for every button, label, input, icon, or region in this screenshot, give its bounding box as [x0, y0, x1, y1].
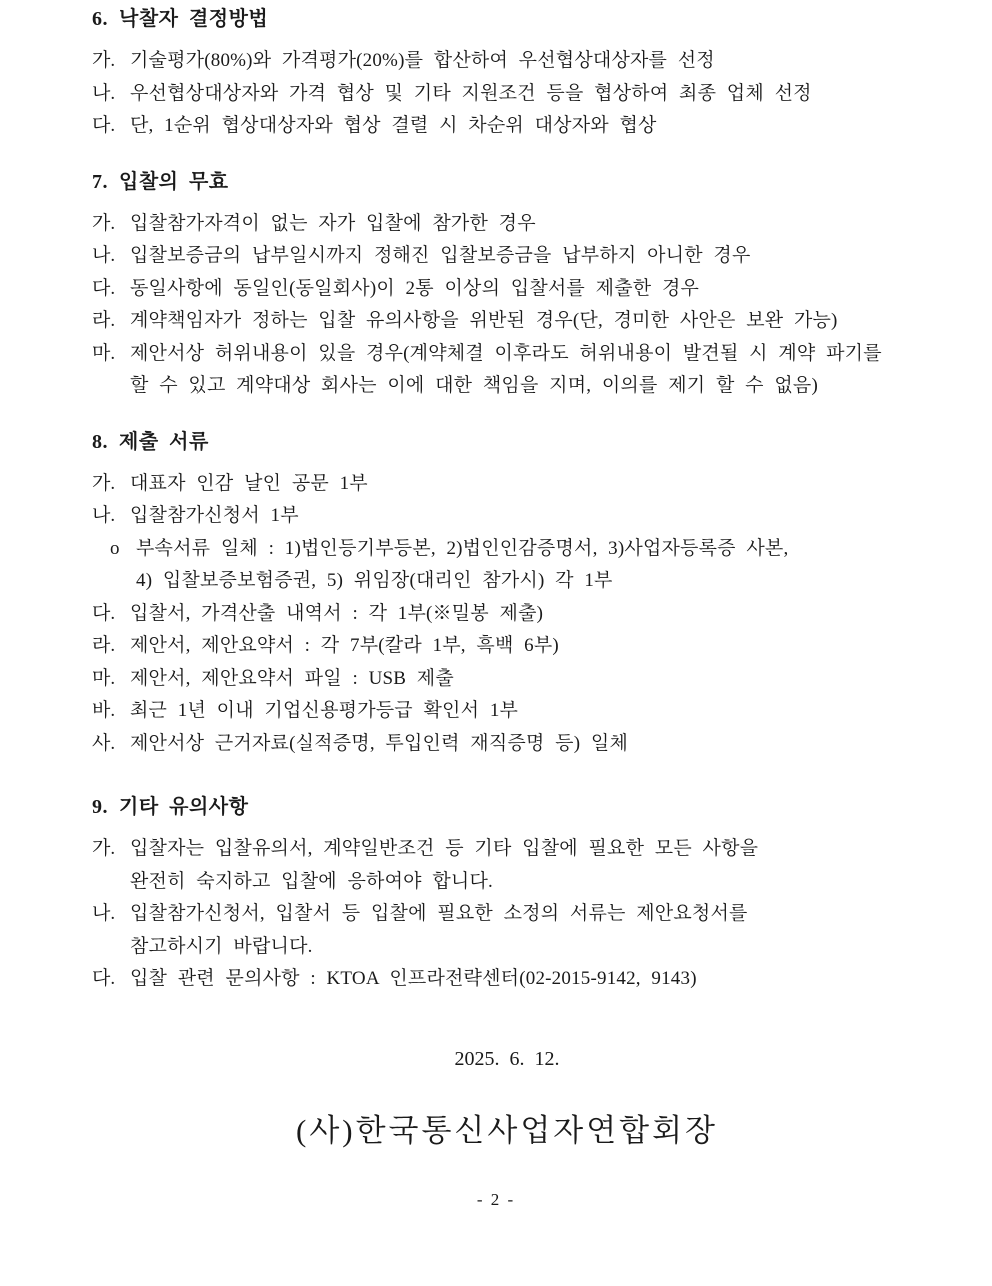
item-label: 나.: [92, 82, 116, 104]
item-line: 우선협상대상자와 가격 협상 및 기타 지원조건 등을 협상하여 최종 업체 선정: [130, 82, 812, 104]
item-label: 다.: [92, 602, 116, 624]
section-9: [92, 794, 922, 996]
item-label: 나.: [92, 505, 116, 526]
list-item: [92, 208, 922, 241]
item-text: [130, 45, 922, 78]
section-number: 9.: [92, 796, 108, 818]
item-text: [130, 78, 922, 111]
section-title: 기타 유의사항: [119, 796, 249, 818]
item-text: [130, 898, 922, 963]
item-label: 라.: [92, 635, 116, 656]
item-text: [130, 110, 922, 143]
list-item: [92, 898, 922, 963]
list-item: [92, 468, 922, 501]
item-line: 입찰참가자격이 없는 자가 입찰에 참가한 경우: [130, 212, 536, 234]
date-line: 2025. 6. 12.: [454, 1047, 560, 1070]
item-label: 마.: [92, 667, 116, 689]
item-line: 입찰 관련 문의사항 : KTOA 인프라전략센터(02-2015-9142, 9143): [130, 968, 697, 989]
section-6: [92, 6, 922, 143]
list-item: [92, 240, 922, 273]
item-text: [130, 500, 922, 533]
list-item: [92, 500, 922, 533]
page-number: - 2 -: [476, 1190, 516, 1209]
item-label: 가.: [92, 838, 116, 859]
item-label: 다.: [92, 277, 116, 299]
item-label: 나.: [92, 903, 116, 924]
list-item: [92, 338, 922, 403]
section-heading: [92, 6, 922, 32]
section-items: [92, 468, 922, 761]
list-subitem: [110, 533, 922, 598]
item-label: 라.: [92, 310, 116, 331]
item-text: [130, 240, 922, 273]
list-item: [92, 630, 922, 663]
item-line: 단, 1순위 협상대상자와 협상 결렬 시 차순위 대상자와 협상: [130, 115, 657, 136]
section-heading: [92, 794, 922, 820]
item-label: o: [110, 537, 120, 559]
item-line: 최근 1년 이내 기업신용평가등급 확인서 1부: [130, 700, 519, 721]
item-text: [130, 208, 922, 241]
item-line: 완전히 숙지하고 입찰에 응하여야 합니다.: [130, 870, 493, 892]
section-number: 8.: [92, 430, 108, 453]
item-line: 참고하시기 바랍니다.: [130, 935, 313, 957]
item-text: [130, 963, 922, 996]
item-label: 가.: [92, 472, 116, 494]
item-line: 입찰자는 입찰유의서, 계약일반조건 등 기타 입찰에 필요한 모든 사항을: [130, 838, 759, 859]
item-line: 제안서, 제안요약서 : 각 7부(칼라 1부, 흑백 6부): [130, 635, 559, 656]
item-text: [130, 695, 922, 728]
item-line: 입찰참가신청서, 입찰서 등 입찰에 필요한 소정의 서류는 제안요청서를: [130, 903, 748, 924]
list-item: [92, 728, 922, 761]
item-text: [130, 468, 922, 501]
item-line: 입찰서, 가격산출 내역서 : 각 1부(※밀봉 제출): [130, 602, 544, 624]
item-text: [130, 630, 922, 663]
list-item: [92, 273, 922, 306]
section-title: 낙찰자 결정방법: [119, 8, 269, 30]
item-line: 부속서류 일체 : 1)법인등기부등본, 2)법인인감증명서, 3)사업자등록증 사본,: [136, 537, 789, 559]
list-item: [92, 305, 922, 338]
item-text: [130, 338, 922, 403]
section-items: [92, 208, 922, 403]
item-text: [130, 305, 922, 338]
item-line: 할 수 있고 계약대상 회사는 이에 대한 책임을 지며, 이의를 제기 할 수 없음): [130, 375, 818, 396]
item-line: 4) 입찰보증보험증권, 5) 위임장(대리인 참가시) 각 1부: [136, 570, 613, 591]
section-heading: [92, 169, 922, 195]
list-item: [92, 663, 922, 696]
item-line: 제안서상 허위내용이 있을 경우(계약체결 이후라도 허위내용이 발견될 시 계약 파기를: [130, 342, 882, 364]
item-line: 동일사항에 동일인(동일회사)이 2통 이상의 입찰서를 제출한 경우: [130, 277, 700, 299]
item-text: [130, 598, 922, 631]
section-7: [92, 169, 922, 403]
section-heading: [92, 429, 922, 455]
item-label: 가.: [92, 212, 116, 234]
item-line: 대표자 인감 날인 공문 1부: [130, 472, 368, 494]
list-item: [92, 833, 922, 898]
item-text: [130, 273, 922, 306]
section-title: 제출 서류: [119, 430, 209, 453]
item-line: 제안서, 제안요약서 파일 : USB 제출: [130, 667, 454, 689]
item-label: 다.: [92, 968, 116, 989]
list-item: [92, 110, 922, 143]
list-item: [92, 963, 922, 996]
closing-block: [92, 1048, 922, 1150]
item-text: [130, 728, 922, 761]
section-number: 6.: [92, 8, 108, 30]
list-item: [92, 695, 922, 728]
item-label: 사.: [92, 732, 116, 754]
item-label: 나.: [92, 245, 116, 266]
item-line: 기술평가(80%)와 가격평가(20%)를 합산하여 우선협상대상자를 선정: [130, 50, 715, 71]
item-label: 다.: [92, 115, 116, 136]
signature-line: (사)한국통신사업자연합회장: [296, 1112, 718, 1148]
section-title: 입찰의 무효: [119, 170, 229, 193]
item-line: 입찰보증금의 납부일시까지 정해진 입찰보증금을 납부하지 아니한 경우: [130, 245, 751, 266]
section-items: [92, 833, 922, 996]
section-items: [92, 45, 922, 143]
section-8: [92, 429, 922, 761]
item-label: 바.: [92, 700, 116, 721]
list-item: [92, 78, 922, 111]
item-label: 가.: [92, 50, 116, 71]
list-item: [92, 45, 922, 78]
list-item: [92, 598, 922, 631]
item-label: 마.: [92, 342, 116, 364]
item-text: [130, 833, 922, 898]
item-line: 제안서상 근거자료(실적증명, 투입인력 재직증명 등) 일체: [130, 732, 628, 754]
item-text: [136, 533, 922, 598]
item-line: 계약책임자가 정하는 입찰 유의사항을 위반된 경우(단, 경미한 사안은 보완 가능): [130, 310, 838, 331]
item-line: 입찰참가신청서 1부: [130, 505, 299, 526]
section-number: 7.: [92, 170, 108, 193]
item-text: [130, 663, 922, 696]
